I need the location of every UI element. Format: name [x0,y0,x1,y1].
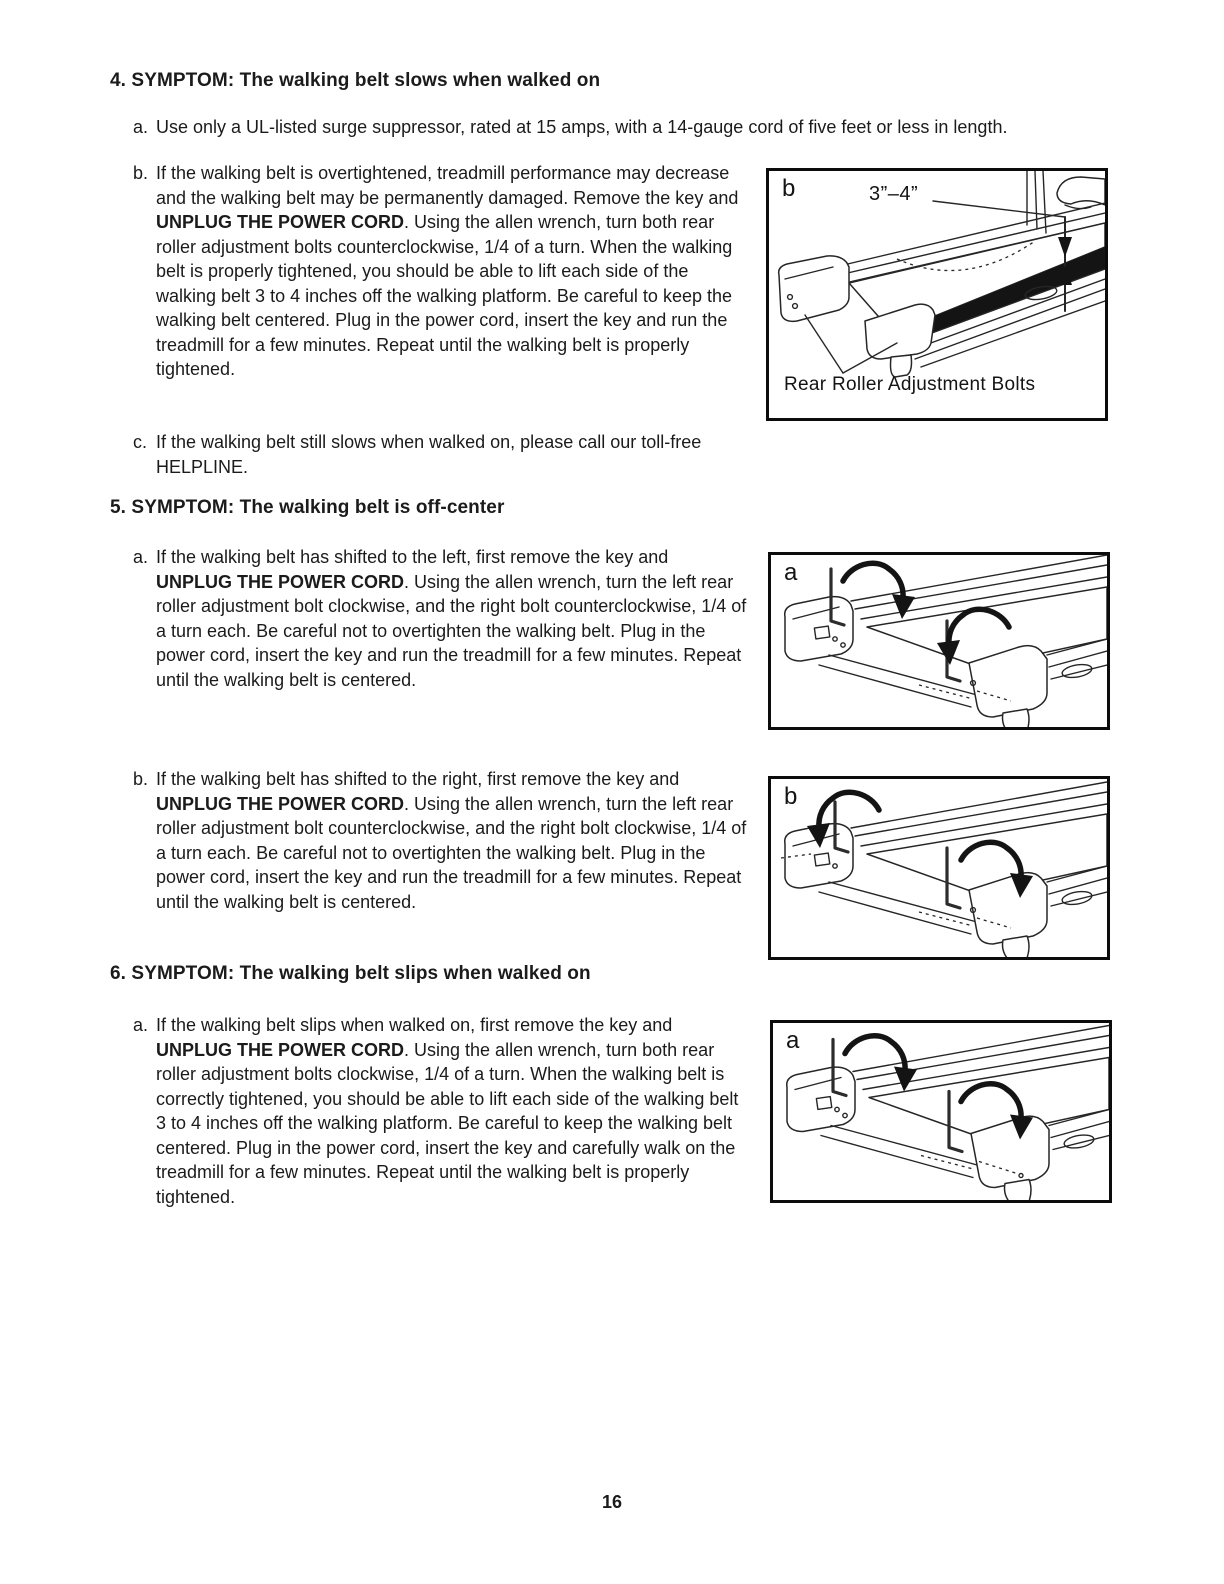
treadmill-rear-adjust-illustration [771,779,1107,957]
item-text: If the walking belt slips when walked on, first remove the key and UNPLUG THE POWER CORD. Using the allen wrench, turn both rear roller adjustment bolts clockwise, 1/4 of a turn. When the walking belt is correctly tightened, you should be able to lift each side of the walking belt 3 to 4 inches off the walking platform. Be careful to keep the walking belt centered. Plug in the power cord, insert the key and carefully walk on the treadmill for a few minutes. Repeat until the walking belt is properly tightened. [156,1015,739,1207]
item-marker: a. [133,547,149,567]
item-text: If the walking belt has shifted to the left, first remove the key and UNPLUG THE POWER CORD. Using the allen wrench, turn the left rear roller adjustment bolt clockwise, and the right bolt counterclockwise, 1/4 of a turn each. Be careful not to overtighten the walking belt. Plug in the power cord, insert the key and run the treadmill for a few minutes. Repeat until the walking belt is centered. [156,547,747,690]
item-marker: b. [133,163,149,183]
item-text: Use only a UL-listed surge suppressor, rated at 15 amps, with a 14-gauge cord of five feet or less in length. [156,117,1008,137]
figure-caption: Rear Roller Adjustment Bolts [784,374,1036,395]
item-marker: c. [133,432,148,452]
item-marker: a. [133,1015,149,1035]
item-text: If the walking belt has shifted to the right, first remove the key and UNPLUG THE POWER CORD. Using the allen wrench, turn the left rear roller adjustment bolt counterclockwise, and the right bolt clockwise, 1/4 of a turn each. Be careful not to overtighten the walking belt. Plug in the power cord, insert the key and run the treadmill for a few minutes. Repeat until the walking belt is centered. [156,769,747,912]
figure-label: a [786,1027,800,1054]
section-6-heading: 6. SYMPTOM: The walking belt slips when walked on [110,963,591,984]
figure-measurement: 3”–4” [869,183,919,205]
item-text: If the walking belt still slows when walked on, please call our toll-free HELPLINE. [156,432,702,477]
item-text: If the walking belt is overtightened, treadmill performance may decrease and the walking belt may be permanently damaged. Remove the key and UNPLUG THE POWER CORD. Using the allen wrench, turn both rear roller adjustment bolts counterclockwise, 1/4 of a turn. When the walking belt is properly tightened, you should be able to lift each side of the walking belt 3 to 4 inches off the walking platform. Be careful to keep the walking belt centered. Plug in the power cord, insert the key and run the treadmill for a few minutes. Repeat until the walking belt is properly tightened. [156,163,739,379]
section-6-item-a [133,1013,749,1209]
page-number: 16 [601,1492,623,1512]
figure-belt-slips [770,1020,1112,1203]
treadmill-rear-adjust-illustration [773,1023,1109,1200]
item-marker: a. [133,117,149,137]
figure-offcenter-left [768,552,1110,730]
section-4-item-b [133,161,751,382]
section-5-item-a [133,545,747,692]
section-5-heading: 5. SYMPTOM: The walking belt is off-center [110,497,505,518]
figure-offcenter-right [768,776,1110,960]
section-5-item-b [133,767,747,914]
item-marker: b. [133,769,149,789]
section-4-item-a [133,115,1133,140]
figure-label: b [782,175,796,202]
treadmill-rear-adjust-illustration [771,555,1107,727]
section-4-heading: 4. SYMPTOM: The walking belt slows when walked on [110,70,601,91]
figure-belt-tension [766,168,1108,421]
figure-label: b [784,783,798,810]
figure-label: a [784,559,798,586]
section-4-item-c [133,430,773,479]
